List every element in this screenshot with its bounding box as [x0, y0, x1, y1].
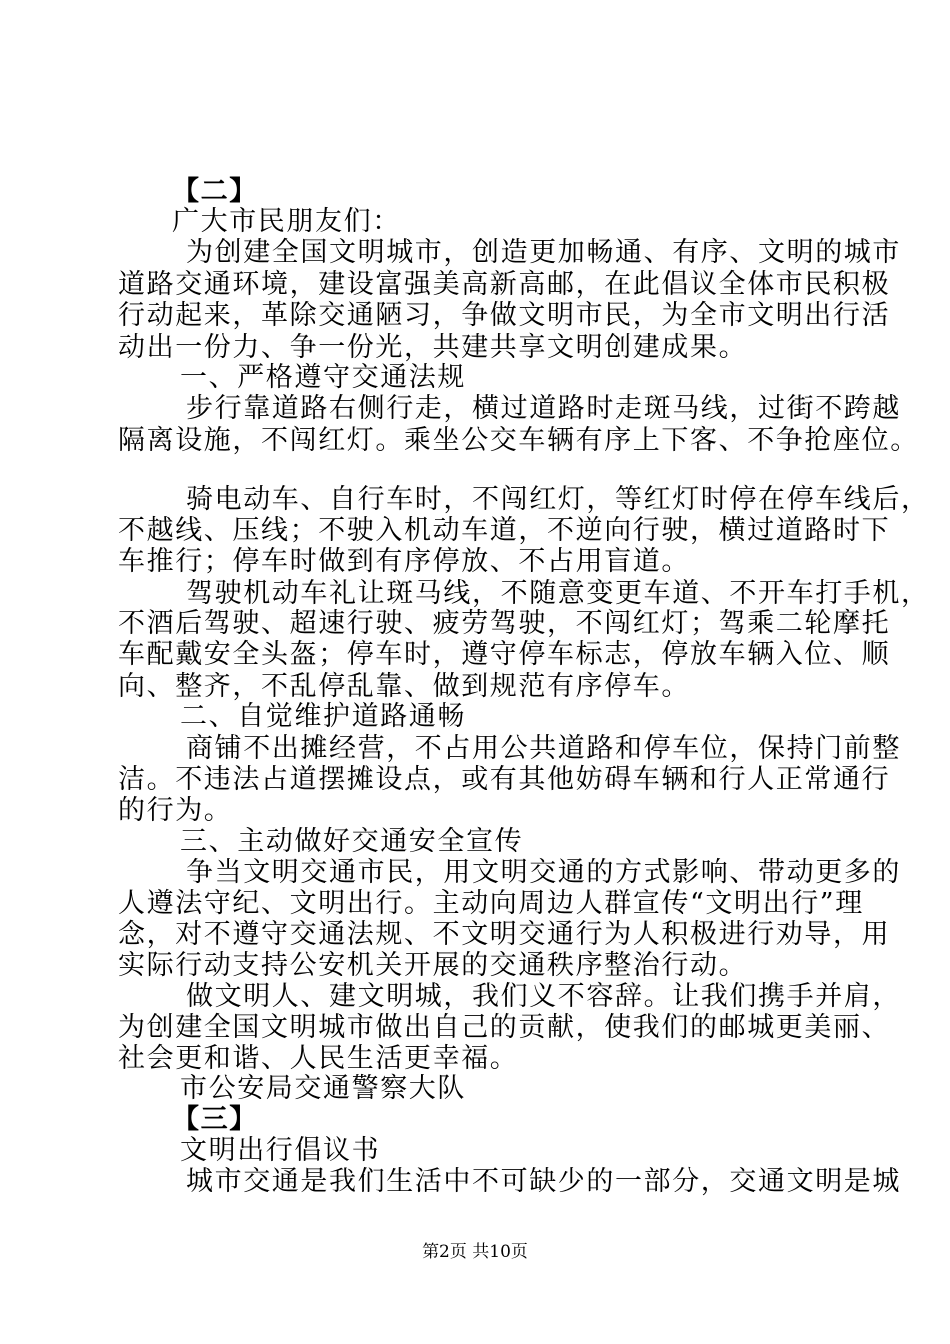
paragraph-line: 隔离设施，不闯红灯。乘坐公交车辆有序上下客、不争抢座位。 — [118, 425, 919, 456]
paragraph-line: 实际行动支持公安机关开展的交通秩序整治行动。 — [118, 950, 748, 981]
paragraph-line: 人遵法守纪、文明出行。主动向周边人群宣传“文明出行”理 — [118, 888, 864, 919]
paragraph-line: 为创建全国文明城市，创造更加畅通、有序、文明的城市 — [186, 237, 901, 268]
paragraph-line: 驾驶机动车礼让斑马线，不随意变更车道、不开车打手机， — [186, 578, 930, 609]
paragraph-line: 骑电动车、自行车时，不闯红灯，等红灯时停在停车线后， — [186, 484, 930, 515]
paragraph-line: 商铺不出摊经营，不占用公共道路和停车位，保持门前整 — [186, 733, 901, 764]
signature: 市公安局交通警察大队 — [180, 1073, 466, 1104]
paragraph-line: 城市交通是我们生活中不可缺少的一部分，交通文明是城 — [186, 1166, 901, 1197]
paragraph-line: 洁。不违法占道摆摊设点，或有其他妨碍车辆和行人正常通行 — [118, 764, 891, 795]
subheading: 二、自觉维护道路通畅 — [180, 701, 466, 732]
paragraph-line: 社会更和谐、人民生活更幸福。 — [118, 1043, 519, 1074]
paragraph-line: 车推行；停车时做到有序停放、不占用盲道。 — [118, 546, 690, 577]
paragraph-line: 道路交通环境，建设富强美高新高邮，在此倡议全体市民积极 — [118, 269, 891, 300]
paragraph-line: 向、整齐，不乱停乱靠、做到规范有序停车。 — [118, 671, 690, 702]
paragraph-line: 为创建全国文明城市做出自己的贡献，使我们的邮城更美丽、 — [118, 1012, 891, 1043]
document-title: 文明出行倡议书 — [180, 1135, 381, 1166]
paragraph-line: 的行为。 — [118, 795, 233, 826]
page-footer: 第2页 共10页 — [422, 1242, 528, 1262]
paragraph-line: 做文明人、建文明城，我们义不容辞。让我们携手并肩， — [186, 981, 901, 1012]
subheading: 一、严格遵守交通法规 — [180, 362, 466, 393]
paragraph-line: 不酒后驾驶、超速行驶、疲劳驾驶，不闯红灯；驾乘二轮摩托 — [118, 608, 891, 639]
salutation: 广大市民朋友们： — [172, 206, 401, 237]
paragraph-line: 行动起来，革除交通陋习，争做文明市民，为全市文明出行活 — [118, 300, 891, 331]
section-heading-3: 【三】 — [172, 1104, 258, 1135]
subheading: 三、主动做好交通安全宣传 — [180, 826, 524, 857]
paragraph-line: 动出一份力、争一份光，共建共享文明创建成果。 — [118, 332, 748, 363]
paragraph-line: 步行靠道路右侧行走，横过道路时走斑马线，过街不跨越 — [186, 393, 901, 424]
paragraph-line: 念，对不遵守交通法规、不文明交通行为人积极进行劝导，用 — [118, 919, 891, 950]
paragraph-line: 车配戴安全头盔；停车时，遵守停车标志，停放车辆入位、顺 — [118, 639, 891, 670]
section-heading-2: 【二】 — [172, 176, 258, 207]
paragraph-line: 争当文明交通市民，用文明交通的方式影响、带动更多的 — [186, 857, 901, 888]
paragraph-line: 不越线、压线；不驶入机动车道，不逆向行驶，横过道路时下 — [118, 515, 891, 546]
